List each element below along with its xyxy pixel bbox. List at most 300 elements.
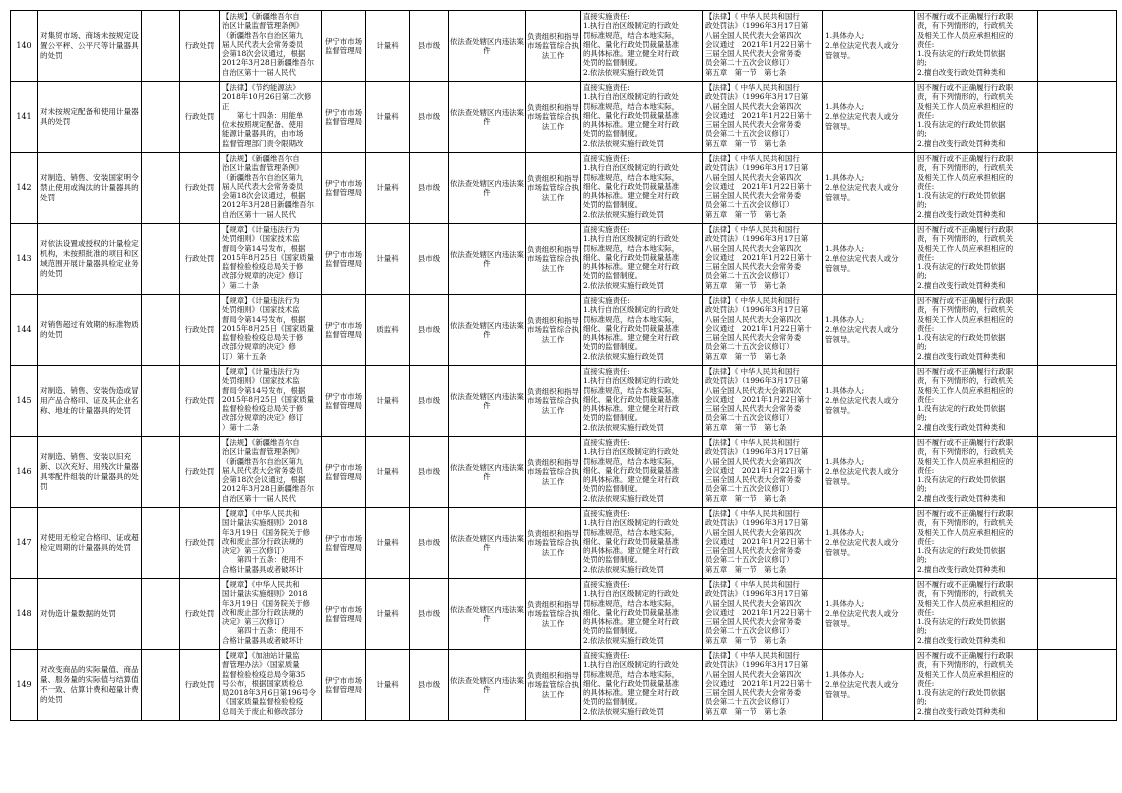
item-name bbox=[38, 366, 142, 437]
name-text: 对制造、销售、安装伪造或冒用产品合格印、证及其企业名称、地址的计量器具的处罚 bbox=[40, 386, 139, 415]
liab-line: 责任: bbox=[917, 110, 935, 120]
basis-line: 2018年10月26日第二次修 bbox=[222, 92, 312, 102]
no-text: 149 bbox=[16, 680, 32, 690]
law-reference bbox=[703, 437, 823, 508]
law-line: 政处罚法》（1996年3月17日第 bbox=[705, 21, 809, 31]
agency-text: 伊宁市市场监督管理局 bbox=[325, 533, 362, 552]
empty-cell bbox=[142, 153, 180, 224]
item-name bbox=[38, 224, 142, 295]
empty-cell bbox=[142, 224, 180, 295]
basis-line: 合格计量器具或者破坏计 bbox=[222, 635, 304, 645]
person-line: 管领导。 bbox=[825, 122, 855, 131]
liab-line: 1.没有法定的行政处罚依据 bbox=[917, 617, 1006, 627]
item-name bbox=[38, 82, 142, 153]
table-row bbox=[11, 153, 1117, 224]
basis-line: 合格计量器具或者破坏计 bbox=[222, 564, 304, 574]
responsible-person bbox=[823, 366, 915, 437]
table-row bbox=[11, 437, 1117, 508]
type-text: 行政处罚 bbox=[184, 396, 215, 406]
liab-line: 因不履行或不正确履行行政职 bbox=[917, 154, 1014, 163]
basis-line: 改部分规章的决定》修 bbox=[222, 342, 296, 352]
law-line: 第五章 第一节 第七条 bbox=[705, 209, 787, 219]
empty-cell bbox=[1038, 366, 1117, 437]
liab-line: 及相关工作人员应承担相应的 bbox=[917, 598, 1014, 608]
scope-text: 依法查处辖区内违法案件 bbox=[450, 391, 524, 410]
liab-line: 责，有下列情形的，行政机关 bbox=[917, 376, 1014, 386]
liab-line: 因不履行或不正确履行行政职 bbox=[917, 438, 1014, 447]
basis-line: 监督检验检疫总局关于修 bbox=[222, 404, 304, 414]
resp-line: 的具体标准。建立健全对行政 bbox=[583, 120, 680, 130]
scope bbox=[449, 82, 526, 153]
legal-basis bbox=[220, 82, 322, 153]
basis-line: 【规章】《计量违法行为 bbox=[222, 225, 300, 234]
resp-line: 直接实施责任: bbox=[583, 580, 630, 589]
responsibility bbox=[581, 153, 703, 224]
level bbox=[410, 579, 449, 650]
basis-line: 【法规】《新疆维吾尔自 bbox=[222, 12, 300, 21]
responsible-person bbox=[823, 508, 915, 579]
liability bbox=[915, 82, 1038, 153]
name-text: 对改变商品的实际量值、商品量、服务量的实际值与结算值不一致、估算计费和超量计费的处罚 bbox=[40, 665, 139, 704]
law-line: 三届全国人民代表大会常务委 bbox=[705, 404, 802, 414]
law-reference bbox=[703, 153, 823, 224]
law-line: 政处罚法》（1996年3月17日第 bbox=[705, 376, 809, 386]
basis-line: 位未按照规定配备、使用 bbox=[222, 120, 304, 130]
legal-basis bbox=[220, 11, 322, 82]
basis-line: 【规章】《计量违法行为 bbox=[222, 367, 300, 376]
table-row bbox=[11, 508, 1117, 579]
law-line: 员会第二十五次会议修订） bbox=[705, 200, 794, 210]
basis-line: 【法规】《新疆维吾尔自 bbox=[222, 438, 300, 447]
power-type bbox=[180, 295, 220, 366]
person-line: 2.单位法定代表人或分 bbox=[825, 609, 899, 618]
basis-line: 自治区第十一届人民代 bbox=[222, 209, 296, 219]
law-line: 第五章 第一节 第七条 bbox=[705, 635, 787, 645]
level-text: 县市级 bbox=[417, 183, 441, 193]
law-line: 政处罚法》（1996年3月17日第 bbox=[705, 234, 809, 244]
scope-text: 依法查处辖区内违法案件 bbox=[450, 36, 524, 55]
liab-line: 2.擅自改变行政处罚种类和 bbox=[917, 635, 1006, 645]
department bbox=[366, 295, 410, 366]
law-line: 员会第二十五次会议修订） bbox=[705, 697, 794, 707]
law-line: 会议通过 2021年1月22日第十 bbox=[705, 678, 812, 688]
dept-text: 计量科 bbox=[376, 538, 399, 548]
liab-line: 的; bbox=[917, 484, 927, 494]
law-line: 三届全国人民代表大会常务委 bbox=[705, 120, 802, 130]
item-name bbox=[38, 650, 142, 721]
basis-line: 处罚细则》（国家技术监 bbox=[222, 305, 300, 315]
person-line: 1.具体办人; bbox=[825, 244, 865, 253]
agency-text: 伊宁市市场监督管理局 bbox=[325, 320, 362, 339]
dept-text: 计量科 bbox=[376, 467, 399, 477]
resp-line: 1.执行自治区级制定的行政处 bbox=[583, 305, 679, 315]
law-line: 员会第二十五次会议修订） bbox=[705, 58, 794, 68]
law-line: 【法律】《 中华人民共和国行 bbox=[705, 83, 800, 92]
resp-line: 直接实施责任: bbox=[583, 367, 630, 376]
person-line: 2.单位法定代表人或分 bbox=[825, 254, 899, 263]
law-reference bbox=[703, 579, 823, 650]
table-row bbox=[11, 82, 1117, 153]
law-line: 八届全国人民代表大会第四次 bbox=[705, 243, 802, 253]
resp-line: 处罚的监督制度。 bbox=[583, 697, 643, 707]
empty-cell bbox=[142, 579, 180, 650]
agency-text: 伊宁市市场监督管理局 bbox=[325, 675, 362, 694]
basis-line: 监督管理部门责令限期改 bbox=[222, 138, 304, 148]
agency-text: 伊宁市市场监督管理局 bbox=[325, 249, 362, 268]
table-row bbox=[11, 579, 1117, 650]
basis-line: 【规章】《加油站计量监 bbox=[222, 651, 300, 660]
basis-line: 第四十五条：使用不 bbox=[222, 626, 304, 636]
resp-line: 2.依法依规实施行政处罚 bbox=[583, 635, 664, 645]
resp-line: 的具体标准。建立健全对行政 bbox=[583, 546, 680, 556]
liab-line: 1.没有法定的行政处罚依据 bbox=[917, 49, 1006, 59]
resp-line: 直接实施责任: bbox=[583, 225, 630, 234]
duty-text: 负责组织和指导市场监管综合执法工作 bbox=[527, 245, 579, 273]
dept-text: 计量科 bbox=[376, 254, 399, 264]
basis-line: 监督检验检疫总局关于修 bbox=[222, 333, 304, 343]
liab-line: 责任: bbox=[917, 39, 935, 49]
liab-line: 责，有下列情形的，行政机关 bbox=[917, 447, 1014, 457]
basis-line: 2012年3月28日新疆维吾尔 bbox=[222, 58, 315, 68]
empty-cell bbox=[1038, 224, 1117, 295]
resp-line: 的具体标准。建立健全对行政 bbox=[583, 262, 680, 272]
responsibility bbox=[581, 437, 703, 508]
law-line: 八届全国人民代表大会第四次 bbox=[705, 101, 802, 111]
implementing-agency bbox=[322, 11, 366, 82]
basis-line: 自治区第十一届人民代 bbox=[222, 493, 296, 503]
law-line: 三届全国人民代表大会常务委 bbox=[705, 617, 802, 627]
person-line: 管领导。 bbox=[825, 51, 855, 60]
law-line: 八届全国人民代表大会第四次 bbox=[705, 456, 802, 466]
liab-line: 因不履行或不正确履行行政职 bbox=[917, 296, 1014, 305]
basis-line: 会第18次会议通过，根据 bbox=[222, 49, 306, 59]
resp-line: 2.依法依规实施行政处罚 bbox=[583, 138, 664, 148]
duty-text: 负责组织和指导市场监管综合执法工作 bbox=[527, 671, 579, 699]
resp-line: 2.依法依规实施行政处罚 bbox=[583, 209, 664, 219]
level-text: 县市级 bbox=[417, 254, 441, 264]
department bbox=[366, 224, 410, 295]
level-text: 县市级 bbox=[417, 325, 441, 335]
scope-text: 依法查处辖区内违法案件 bbox=[450, 107, 524, 126]
law-line: 【法律】《 中华人民共和国行 bbox=[705, 509, 800, 518]
duty-text: 负责组织和指导市场监管综合执法工作 bbox=[527, 32, 579, 60]
responsibility bbox=[581, 224, 703, 295]
level-text: 县市级 bbox=[417, 538, 441, 548]
resp-line: 直接实施责任: bbox=[583, 296, 630, 305]
resp-line: 直接实施责任: bbox=[583, 154, 630, 163]
law-line: 第五章 第一节 第七条 bbox=[705, 564, 787, 574]
liab-line: 及相关工作人员应承担相应的 bbox=[917, 30, 1014, 40]
law-line: 【法律】《 中华人民共和国行 bbox=[705, 154, 800, 163]
basis-line: 决定》第三次修订） bbox=[222, 617, 289, 627]
empty-cell bbox=[142, 11, 180, 82]
dept-text: 计量科 bbox=[376, 41, 399, 51]
scope bbox=[449, 366, 526, 437]
basis-line: 【规章】《计量违法行为 bbox=[222, 296, 300, 305]
liability bbox=[915, 437, 1038, 508]
responsible-person bbox=[823, 82, 915, 153]
no-text: 144 bbox=[16, 325, 32, 335]
resp-line: 细化、量化行政处罚裁量基准 bbox=[583, 323, 680, 333]
liab-line: 及相关工作人员应承担相应的 bbox=[917, 669, 1014, 679]
row-number bbox=[11, 295, 38, 366]
liab-line: 责，有下列情形的，行政机关 bbox=[917, 589, 1014, 599]
resp-line: 1.执行自治区级制定的行政处 bbox=[583, 376, 679, 386]
resp-line: 罚标准规范，结合本地实际， bbox=[583, 172, 680, 182]
resp-line: 细化、量化行政处罚裁量基准 bbox=[583, 252, 680, 262]
scope bbox=[449, 11, 526, 82]
implementing-agency bbox=[322, 508, 366, 579]
empty-cell bbox=[1038, 437, 1117, 508]
scope bbox=[449, 579, 526, 650]
liab-line: 责，有下列情形的，行政机关 bbox=[917, 660, 1014, 670]
responsibility bbox=[581, 508, 703, 579]
row-number bbox=[11, 437, 38, 508]
empty-cell bbox=[1038, 82, 1117, 153]
basis-line: 处罚细则》（国家技术监 bbox=[222, 376, 300, 386]
liab-line: 责任: bbox=[917, 678, 935, 688]
duty bbox=[526, 82, 581, 153]
responsibility bbox=[581, 579, 703, 650]
liab-line: 1.没有法定的行政处罚依据 bbox=[917, 404, 1006, 414]
duty bbox=[526, 650, 581, 721]
scope bbox=[449, 224, 526, 295]
empty-cell bbox=[142, 650, 180, 721]
law-line: 【法律】《 中华人民共和国行 bbox=[705, 438, 800, 447]
person-line: 管领导。 bbox=[825, 193, 855, 202]
law-line: 三届全国人民代表大会常务委 bbox=[705, 333, 802, 343]
implementing-agency bbox=[322, 153, 366, 224]
basis-line: 2012年3月28日新疆维吾尔 bbox=[222, 484, 315, 494]
scope-text: 依法查处辖区内违法案件 bbox=[450, 675, 524, 694]
liab-line: 2.擅自改变行政处罚种类和 bbox=[917, 706, 1006, 716]
power-type bbox=[180, 224, 220, 295]
liab-line: 责，有下列情形的，行政机关 bbox=[917, 234, 1014, 244]
resp-line: 罚标准规范，结合本地实际， bbox=[583, 243, 680, 253]
department bbox=[366, 650, 410, 721]
liab-line: 及相关工作人员应承担相应的 bbox=[917, 172, 1014, 182]
empty-cell bbox=[142, 82, 180, 153]
person-line: 管领导。 bbox=[825, 406, 855, 415]
basis-line: 正 bbox=[222, 101, 230, 111]
liab-line: 责，有下列情形的，行政机关 bbox=[917, 163, 1014, 173]
basis-line: 【规章】《中华人民共和 bbox=[222, 509, 300, 518]
empty-cell bbox=[1038, 650, 1117, 721]
name-text: 对集贸市场、商场未按规定设置公平秤、公平尺等计量器具的处罚 bbox=[40, 31, 139, 60]
liab-line: 1.没有法定的行政处罚依据 bbox=[917, 120, 1006, 130]
law-line: 员会第二十五次会议修订） bbox=[705, 342, 794, 352]
level-text: 县市级 bbox=[417, 680, 441, 690]
dept-text: 计量科 bbox=[376, 396, 399, 406]
basis-line: 年3月19日《国务院关于修 bbox=[222, 527, 311, 537]
basis-line: 【规章】《中华人民共和 bbox=[222, 580, 300, 589]
basis-line: 治区计量监督管理条例》 bbox=[222, 21, 304, 31]
person-line: 1.具体办人; bbox=[825, 315, 865, 324]
department bbox=[366, 82, 410, 153]
person-line: 管领导。 bbox=[825, 264, 855, 273]
resp-line: 细化、量化行政处罚裁量基准 bbox=[583, 181, 680, 191]
legal-basis bbox=[220, 437, 322, 508]
liability bbox=[915, 508, 1038, 579]
person-line: 2.单位法定代表人或分 bbox=[825, 467, 899, 476]
law-line: 政处罚法》（1996年3月17日第 bbox=[705, 92, 809, 102]
row-number bbox=[11, 82, 38, 153]
resp-line: 的具体标准。建立健全对行政 bbox=[583, 49, 680, 59]
basis-line: 改和废止部分行政法规的 bbox=[222, 536, 304, 546]
level bbox=[410, 437, 449, 508]
law-line: 八届全国人民代表大会第四次 bbox=[705, 385, 802, 395]
basis-line: 监督检验检疫总局关于修 bbox=[222, 262, 304, 272]
scope bbox=[449, 153, 526, 224]
no-text: 141 bbox=[16, 112, 32, 122]
responsible-person bbox=[823, 437, 915, 508]
department bbox=[366, 579, 410, 650]
basis-line: （新疆维吾尔自治区第九 bbox=[222, 30, 304, 40]
name-text: 对使用无检定合格印、证或超检定周期的计量器具的处罚 bbox=[40, 533, 139, 552]
resp-line: 1.执行自治区级制定的行政处 bbox=[583, 92, 679, 102]
law-line: 会议通过 2021年1月22日第十 bbox=[705, 181, 812, 191]
liab-line: 1.没有法定的行政处罚依据 bbox=[917, 688, 1006, 698]
dept-text: 计量科 bbox=[376, 680, 399, 690]
legal-basis bbox=[220, 366, 322, 437]
name-text: 对制造、销售、安装以旧充新、以次充好、用残次计量器具零配件组装的计量器具的处罚 bbox=[40, 452, 139, 491]
empty-cell bbox=[142, 508, 180, 579]
basis-line: 督局令第14号发布，根据 bbox=[222, 314, 306, 324]
basis-line: 处罚细则》（国家技术监 bbox=[222, 234, 300, 244]
liability bbox=[915, 11, 1038, 82]
basis-line: 局2018年3月6日第196号令 bbox=[222, 688, 317, 698]
resp-line: 1.执行自治区级制定的行政处 bbox=[583, 163, 679, 173]
implementing-agency bbox=[322, 366, 366, 437]
level bbox=[410, 224, 449, 295]
liab-line: 1.没有法定的行政处罚依据 bbox=[917, 262, 1006, 272]
law-reference bbox=[703, 11, 823, 82]
law-line: 员会第二十五次会议修订） bbox=[705, 271, 794, 281]
empty-cell bbox=[1038, 508, 1117, 579]
liab-line: 责，有下列情形的，行政机关 bbox=[917, 305, 1014, 315]
row-number bbox=[11, 153, 38, 224]
resp-line: 处罚的监督制度。 bbox=[583, 200, 643, 210]
resp-line: 处罚的监督制度。 bbox=[583, 342, 643, 352]
person-line: 1.具体办人; bbox=[825, 528, 865, 537]
resp-line: 的具体标准。建立健全对行政 bbox=[583, 475, 680, 485]
person-line: 1.具体办人; bbox=[825, 102, 865, 111]
liab-line: 责任: bbox=[917, 607, 935, 617]
person-line: 1.具体办人; bbox=[825, 173, 865, 182]
duty bbox=[526, 579, 581, 650]
table-row bbox=[11, 650, 1117, 721]
law-line: 八届全国人民代表大会第四次 bbox=[705, 598, 802, 608]
law-line: 【法律】《 中华人民共和国行 bbox=[705, 367, 800, 376]
liability bbox=[915, 153, 1038, 224]
person-line: 2.单位法定代表人或分 bbox=[825, 41, 899, 50]
name-text: 对制造、销售、安装国家明令禁止使用或淘汰的计量器具的处罚 bbox=[40, 173, 139, 202]
liab-line: 2.擅自改变行政处罚种类和 bbox=[917, 422, 1006, 432]
resp-line: 1.执行自治区级制定的行政处 bbox=[583, 518, 679, 528]
basis-line: 号公布，根据国家质检总 bbox=[222, 678, 304, 688]
liab-line: 2.擅自改变行政处罚种类和 bbox=[917, 67, 1006, 77]
level-text: 县市级 bbox=[417, 112, 441, 122]
dept-text: 质监科 bbox=[376, 325, 399, 335]
no-text: 146 bbox=[16, 467, 32, 477]
law-line: 三届全国人民代表大会常务委 bbox=[705, 546, 802, 556]
liab-line: 的; bbox=[917, 271, 927, 281]
implementing-agency bbox=[322, 579, 366, 650]
resp-line: 处罚的监督制度。 bbox=[583, 484, 643, 494]
liab-line: 的; bbox=[917, 413, 927, 423]
liab-line: 责，有下列情形的，行政机关 bbox=[917, 518, 1014, 528]
person-line: 1.具体办人; bbox=[825, 31, 865, 40]
name-text: 对销售超过有效期的标准物质的处罚 bbox=[40, 320, 139, 339]
basis-line: 届人民代表大会常务委员 bbox=[222, 181, 304, 191]
department bbox=[366, 11, 410, 82]
law-reference bbox=[703, 508, 823, 579]
scope-text: 依法查处辖区内违法案件 bbox=[450, 178, 524, 197]
level bbox=[410, 650, 449, 721]
resp-line: 直接实施责任: bbox=[583, 438, 630, 447]
resp-line: 细化、量化行政处罚裁量基准 bbox=[583, 110, 680, 120]
law-reference bbox=[703, 224, 823, 295]
level bbox=[410, 295, 449, 366]
basis-line: 改部分规章的决定》修订 bbox=[222, 413, 304, 423]
resp-line: 的具体标准。建立健全对行政 bbox=[583, 617, 680, 627]
resp-line: 罚标准规范，结合本地实际， bbox=[583, 669, 680, 679]
law-reference bbox=[703, 366, 823, 437]
resp-line: 直接实施责任: bbox=[583, 509, 630, 518]
basis-line: 督局令第14号发布，根据 bbox=[222, 385, 306, 395]
liab-line: 2.擅自改变行政处罚种类和 bbox=[917, 209, 1006, 219]
law-line: 政处罚法》（1996年3月17日第 bbox=[705, 163, 809, 173]
resp-line: 的具体标准。建立健全对行政 bbox=[583, 688, 680, 698]
law-line: 【法律】《 中华人民共和国行 bbox=[705, 12, 800, 21]
row-number bbox=[11, 366, 38, 437]
liab-line: 1.没有法定的行政处罚依据 bbox=[917, 191, 1006, 201]
dept-text: 计量科 bbox=[376, 112, 399, 122]
person-line: 管领导。 bbox=[825, 690, 855, 699]
law-line: 会议通过 2021年1月22日第十 bbox=[705, 465, 812, 475]
resp-line: 1.执行自治区级制定的行政处 bbox=[583, 589, 679, 599]
law-line: 【法律】《 中华人民共和国行 bbox=[705, 225, 800, 234]
person-line: 管领导。 bbox=[825, 477, 855, 486]
law-line: 会议通过 2021年1月22日第十 bbox=[705, 110, 812, 120]
law-line: 第五章 第一节 第七条 bbox=[705, 280, 787, 290]
basis-line: 国计量法实施细则》2018 bbox=[222, 518, 308, 528]
law-line: 三届全国人民代表大会常务委 bbox=[705, 49, 802, 59]
type-text: 行政处罚 bbox=[184, 609, 215, 619]
power-type bbox=[180, 437, 220, 508]
basis-line: 改和废止部分行政法规的 bbox=[222, 607, 304, 617]
liab-line: 因不履行或不正确履行行政职 bbox=[917, 580, 1014, 589]
no-text: 140 bbox=[16, 41, 32, 51]
law-line: 政处罚法》（1996年3月17日第 bbox=[705, 305, 809, 315]
liab-line: 责任: bbox=[917, 181, 935, 191]
basis-line: 2015年8月25日《国家质量 bbox=[222, 252, 315, 262]
empty-cell bbox=[142, 366, 180, 437]
resp-line: 罚标准规范，结合本地实际， bbox=[583, 385, 680, 395]
resp-line: 细化、量化行政处罚裁量基准 bbox=[583, 39, 680, 49]
resp-line: 1.执行自治区级制定的行政处 bbox=[583, 447, 679, 457]
liability bbox=[915, 366, 1038, 437]
basis-line: 会第18次会议通过，根据 bbox=[222, 475, 306, 485]
resp-line: 2.依法依规实施行政处罚 bbox=[583, 67, 664, 77]
law-line: 三届全国人民代表大会常务委 bbox=[705, 262, 802, 272]
liab-line: 因不履行或不正确履行行政职 bbox=[917, 651, 1014, 660]
department bbox=[366, 366, 410, 437]
law-line: 员会第二十五次会议修订） bbox=[705, 626, 794, 636]
type-text: 行政处罚 bbox=[184, 254, 215, 264]
implementing-agency bbox=[322, 437, 366, 508]
basis-line: （新疆维吾尔自治区第九 bbox=[222, 172, 304, 182]
